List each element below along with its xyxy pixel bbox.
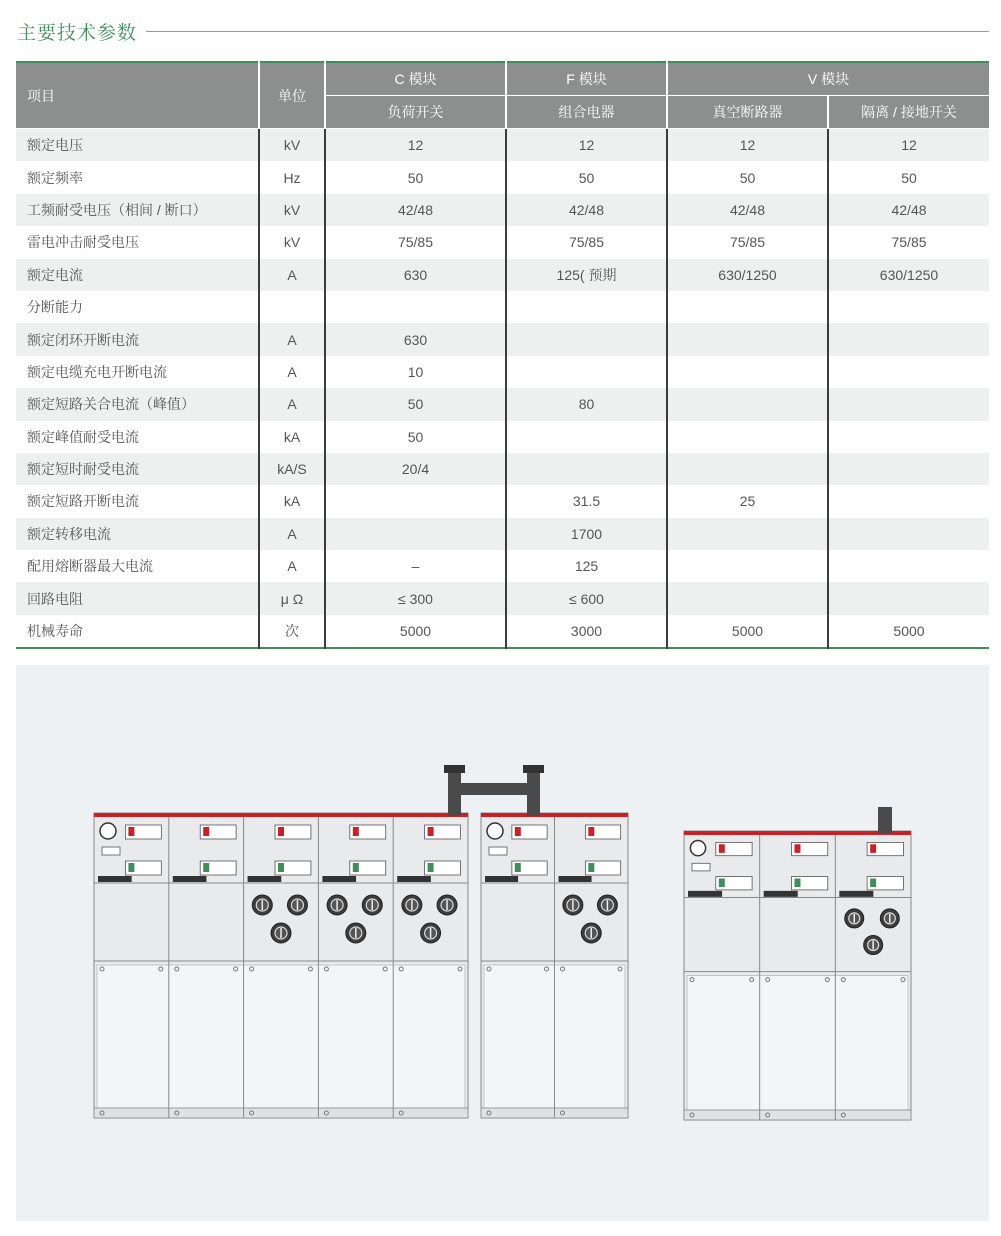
param-value: 75/85 (667, 226, 828, 258)
status-flag (128, 863, 134, 872)
base-plinth (94, 1108, 468, 1118)
param-value (667, 550, 828, 582)
param-name: 机械寿命 (16, 615, 259, 648)
param-value (828, 291, 989, 323)
param-value (325, 518, 506, 550)
param-value: 12 (667, 129, 828, 162)
param-value: 125( 预期 (506, 259, 667, 291)
header-module-f: F 模块 (506, 62, 667, 96)
nameplate (839, 891, 873, 897)
logo-badge (100, 823, 116, 839)
status-flag (515, 863, 521, 872)
param-value: 42/48 (828, 194, 989, 226)
param-value (667, 291, 828, 323)
param-name: 额定短路开断电流 (16, 485, 259, 517)
param-value (506, 453, 667, 485)
param-unit: 次 (259, 615, 325, 648)
header-module-c: C 模块 (325, 62, 506, 96)
status-flag (794, 879, 800, 888)
param-name: 雷电冲击耐受电压 (16, 226, 259, 258)
param-name: 工频耐受电压（相间 / 断口） (16, 194, 259, 226)
param-name: 额定闭环开断电流 (16, 323, 259, 355)
param-value: 630/1250 (667, 259, 828, 291)
nameplate (688, 891, 722, 897)
lower-door (687, 976, 908, 1116)
status-flag (588, 827, 594, 836)
status-flag (278, 863, 284, 872)
nameplate (764, 891, 798, 897)
param-value (828, 453, 989, 485)
param-value (667, 388, 828, 420)
table-row (16, 259, 989, 291)
base-plinth (684, 1110, 911, 1120)
param-value: ≤ 600 (506, 582, 667, 614)
logo-badge (487, 823, 503, 839)
param-value: 31.5 (506, 485, 667, 517)
status-flag (794, 844, 800, 853)
table-row (16, 550, 989, 582)
table-row (16, 356, 989, 388)
spec-table (16, 61, 989, 649)
table-row (16, 388, 989, 420)
bus-cap (523, 765, 544, 773)
param-value: 50 (506, 161, 667, 193)
param-value: 12 (325, 129, 506, 162)
switchgear-drawing (16, 665, 989, 1221)
table-row (16, 323, 989, 355)
param-value (506, 421, 667, 453)
param-value: 50 (667, 161, 828, 193)
param-unit: μ Ω (259, 582, 325, 614)
nameplate (322, 876, 356, 882)
param-value: ≤ 300 (325, 582, 506, 614)
nameplate (485, 876, 518, 882)
header-sub-isolator: 隔离 / 接地开关 (828, 96, 989, 129)
param-value: 5000 (325, 615, 506, 648)
param-value: 50 (325, 161, 506, 193)
table-row (16, 582, 989, 614)
table-row (16, 615, 989, 648)
bus-cap (444, 765, 465, 773)
param-value: 3000 (506, 615, 667, 648)
nameplate (98, 876, 132, 882)
header-sub-vacuum-breaker: 真空断路器 (667, 96, 828, 129)
param-value (325, 485, 506, 517)
param-value: 50 (325, 388, 506, 420)
status-flag (515, 827, 521, 836)
display-window (692, 863, 710, 871)
table-row (16, 129, 989, 162)
bus-bridge (448, 783, 540, 795)
red-top-strip (94, 813, 468, 817)
param-value: 1700 (506, 518, 667, 550)
table-row (16, 194, 989, 226)
param-value: 50 (325, 421, 506, 453)
param-value: 12 (506, 129, 667, 162)
param-value: 50 (828, 161, 989, 193)
param-name: 额定转移电流 (16, 518, 259, 550)
nameplate (559, 876, 592, 882)
param-unit: Hz (259, 161, 325, 193)
param-value: 12 (828, 129, 989, 162)
logo-badge (690, 841, 705, 856)
param-name: 额定峰值耐受电流 (16, 421, 259, 453)
bus-post (878, 807, 892, 833)
param-unit (259, 291, 325, 323)
param-value: 42/48 (506, 194, 667, 226)
table-row (16, 485, 989, 517)
header-sub-combination: 组合电器 (506, 96, 667, 129)
header-sub-load-switch: 负荷开关 (325, 96, 506, 129)
param-value: 10 (325, 356, 506, 388)
param-value: 5000 (667, 615, 828, 648)
table-row (16, 453, 989, 485)
param-value (828, 485, 989, 517)
lower-door (97, 965, 465, 1114)
param-value (828, 518, 989, 550)
param-name: 额定电流 (16, 259, 259, 291)
param-value (667, 518, 828, 550)
param-value (667, 356, 828, 388)
param-name: 额定电压 (16, 129, 259, 162)
param-value: 5000 (828, 615, 989, 648)
table-row (16, 291, 989, 323)
status-flag (128, 827, 134, 836)
status-flag (719, 844, 725, 853)
param-name: 分断能力 (16, 291, 259, 323)
param-unit: A (259, 388, 325, 420)
param-value: 630 (325, 259, 506, 291)
param-value: 630/1250 (828, 259, 989, 291)
param-unit: A (259, 259, 325, 291)
param-value: 125 (506, 550, 667, 582)
param-value (506, 291, 667, 323)
param-unit: kA (259, 485, 325, 517)
switchgear-illustration (16, 665, 989, 1221)
param-value (506, 323, 667, 355)
param-value: 75/85 (506, 226, 667, 258)
param-value: 42/48 (325, 194, 506, 226)
param-value: 630 (325, 323, 506, 355)
param-value (506, 356, 667, 388)
param-unit: A (259, 550, 325, 582)
param-value (667, 453, 828, 485)
param-value (325, 291, 506, 323)
status-flag (719, 879, 725, 888)
param-value: 20/4 (325, 453, 506, 485)
page-title: 主要技术参数 (17, 23, 138, 44)
header-unit: 单位 (259, 62, 325, 129)
red-top-strip (481, 813, 628, 817)
param-value (667, 421, 828, 453)
table-row (16, 161, 989, 193)
param-value: 75/85 (828, 226, 989, 258)
title-divider (146, 31, 989, 32)
param-unit: kV (259, 194, 325, 226)
param-name: 额定短时耐受电流 (16, 453, 259, 485)
param-value: 25 (667, 485, 828, 517)
param-value: – (325, 550, 506, 582)
nameplate (173, 876, 207, 882)
status-flag (203, 863, 209, 872)
status-flag (870, 844, 876, 853)
param-value (667, 323, 828, 355)
param-unit: A (259, 323, 325, 355)
table-row (16, 421, 989, 453)
param-unit: kV (259, 226, 325, 258)
status-flag (588, 863, 594, 872)
display-window (102, 847, 120, 855)
param-value (828, 356, 989, 388)
red-top-strip (684, 831, 911, 835)
header-item: 项目 (16, 62, 259, 129)
param-value (667, 582, 828, 614)
status-flag (428, 827, 434, 836)
param-name: 额定短路关合电流（峰值） (16, 388, 259, 420)
status-flag (278, 827, 284, 836)
table-row (16, 518, 989, 550)
nameplate (397, 876, 431, 882)
param-unit: kA (259, 421, 325, 453)
param-value: 42/48 (667, 194, 828, 226)
table-row (16, 226, 989, 258)
param-name: 额定频率 (16, 161, 259, 193)
param-unit: A (259, 356, 325, 388)
nameplate (248, 876, 282, 882)
param-value (828, 550, 989, 582)
status-flag (353, 827, 359, 836)
param-name: 配用熔断器最大电流 (16, 550, 259, 582)
param-name: 额定电缆充电开断电流 (16, 356, 259, 388)
status-flag (353, 863, 359, 872)
header-module-v: V 模块 (667, 62, 989, 96)
param-value: 80 (506, 388, 667, 420)
param-unit: kV (259, 129, 325, 162)
param-value (828, 421, 989, 453)
param-unit: A (259, 518, 325, 550)
param-value (828, 323, 989, 355)
param-value: 75/85 (325, 226, 506, 258)
status-flag (428, 863, 434, 872)
status-flag (203, 827, 209, 836)
display-window (489, 847, 507, 855)
status-flag (870, 879, 876, 888)
param-unit: kA/S (259, 453, 325, 485)
param-name: 回路电阻 (16, 582, 259, 614)
param-value (828, 388, 989, 420)
param-value (828, 582, 989, 614)
